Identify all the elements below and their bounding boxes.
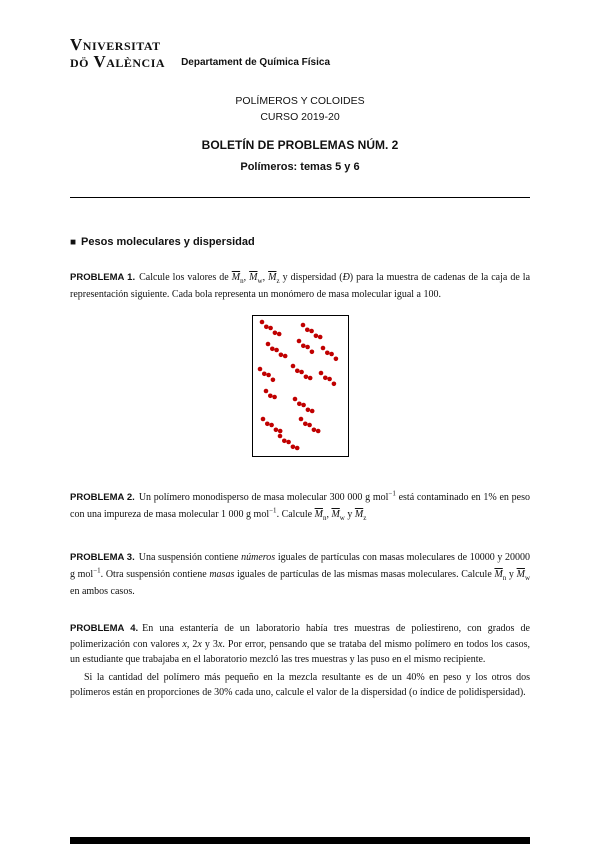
- problem-2-text: Un polímero monodisperso de masa molecular 300 000 g mol$^{-1}$ está contaminado en 1% en peso con una impureza de masa molecular 1 000 g mol$^{-1}$. Calcule $\overline{M}_n$, $\overline{M}_w$ y $\overline{M}_z$: [70, 489, 530, 522]
- bulletin-title: BOLETÍN DE PROBLEMAS NÚM. 2: [201, 138, 399, 153]
- title-block: [70, 93, 530, 174]
- footer-bar: [70, 837, 530, 844]
- course-year: CURSO 2019-20: [260, 110, 340, 123]
- problem-4-statement-continued: [70, 670, 530, 701]
- problem-4-text: En una estantería de un laboratorio había tres muestras de poliestireno, con grados de polimerización con valores x, 2x y 3x. Por error, pensando que se trataba del mismo polímero en todos los casos, un estudiante que trabajaba en el laboratorio mezcló las tres muestras y las puso en el mismo recipiente.: [70, 623, 531, 666]
- problem-1-label: PROBLEMA 1.: [70, 272, 136, 284]
- chains-figure: [70, 315, 530, 461]
- problem-3-statement: [70, 550, 530, 599]
- section-title: Pesos moleculares y dispersidad: [81, 236, 255, 249]
- chains-box: [252, 315, 349, 457]
- divider-rule: [70, 197, 530, 198]
- problem-3-text: Una suspensión contiene números iguales de partículas con masas moleculares de 10000 y 20000 g mol$^{-1}$. Otra suspensión contiene masas iguales de partículas de las mismas masas moleculares. Calcule $\overline{M}_n$ y $\overline{M}_w$ en ambos casos.: [70, 551, 530, 597]
- problem-4-label: PROBLEMA 4.: [70, 623, 139, 635]
- logo-line-2: dö València: [70, 52, 166, 72]
- problem-1-statement: [70, 270, 530, 302]
- page-header: [70, 36, 530, 71]
- problem-1-text: Calcule los valores de $\overline{M}_n$, $\overline{M}_w$, $\overline{M}_z$ y dispersidad (Đ) para la muestra de cadenas de la caja de la representación siguiente. Cada bola representa un monómero de masa molecular igual a 100.: [70, 272, 531, 301]
- problem-4-statement: [70, 621, 530, 668]
- section-heading: [70, 236, 530, 248]
- logo-line-1: Vniversitat: [70, 35, 161, 54]
- problem-2-statement: [70, 489, 530, 524]
- section-square-icon: ■: [70, 237, 77, 249]
- department-name: Departament de Química Física: [181, 56, 331, 68]
- topics-title: Polímeros: temas 5 y 6: [240, 161, 360, 174]
- university-logo: [70, 36, 165, 71]
- problem-4-text-2: Si la cantidad del polímero más pequeño en la mezcla resultante es de un 40% en peso y los otros dos polímeros están en proporciones de 30% cada uno, calcule el valor de la dispersidad (o índice de polidispersidad).: [70, 671, 530, 699]
- chains-svg: [253, 316, 348, 456]
- problem-2-label: PROBLEMA 2.: [70, 491, 135, 503]
- course-title: POLÍMEROS Y COLOIDES: [235, 94, 365, 107]
- problem-3-label: PROBLEMA 3.: [70, 551, 135, 563]
